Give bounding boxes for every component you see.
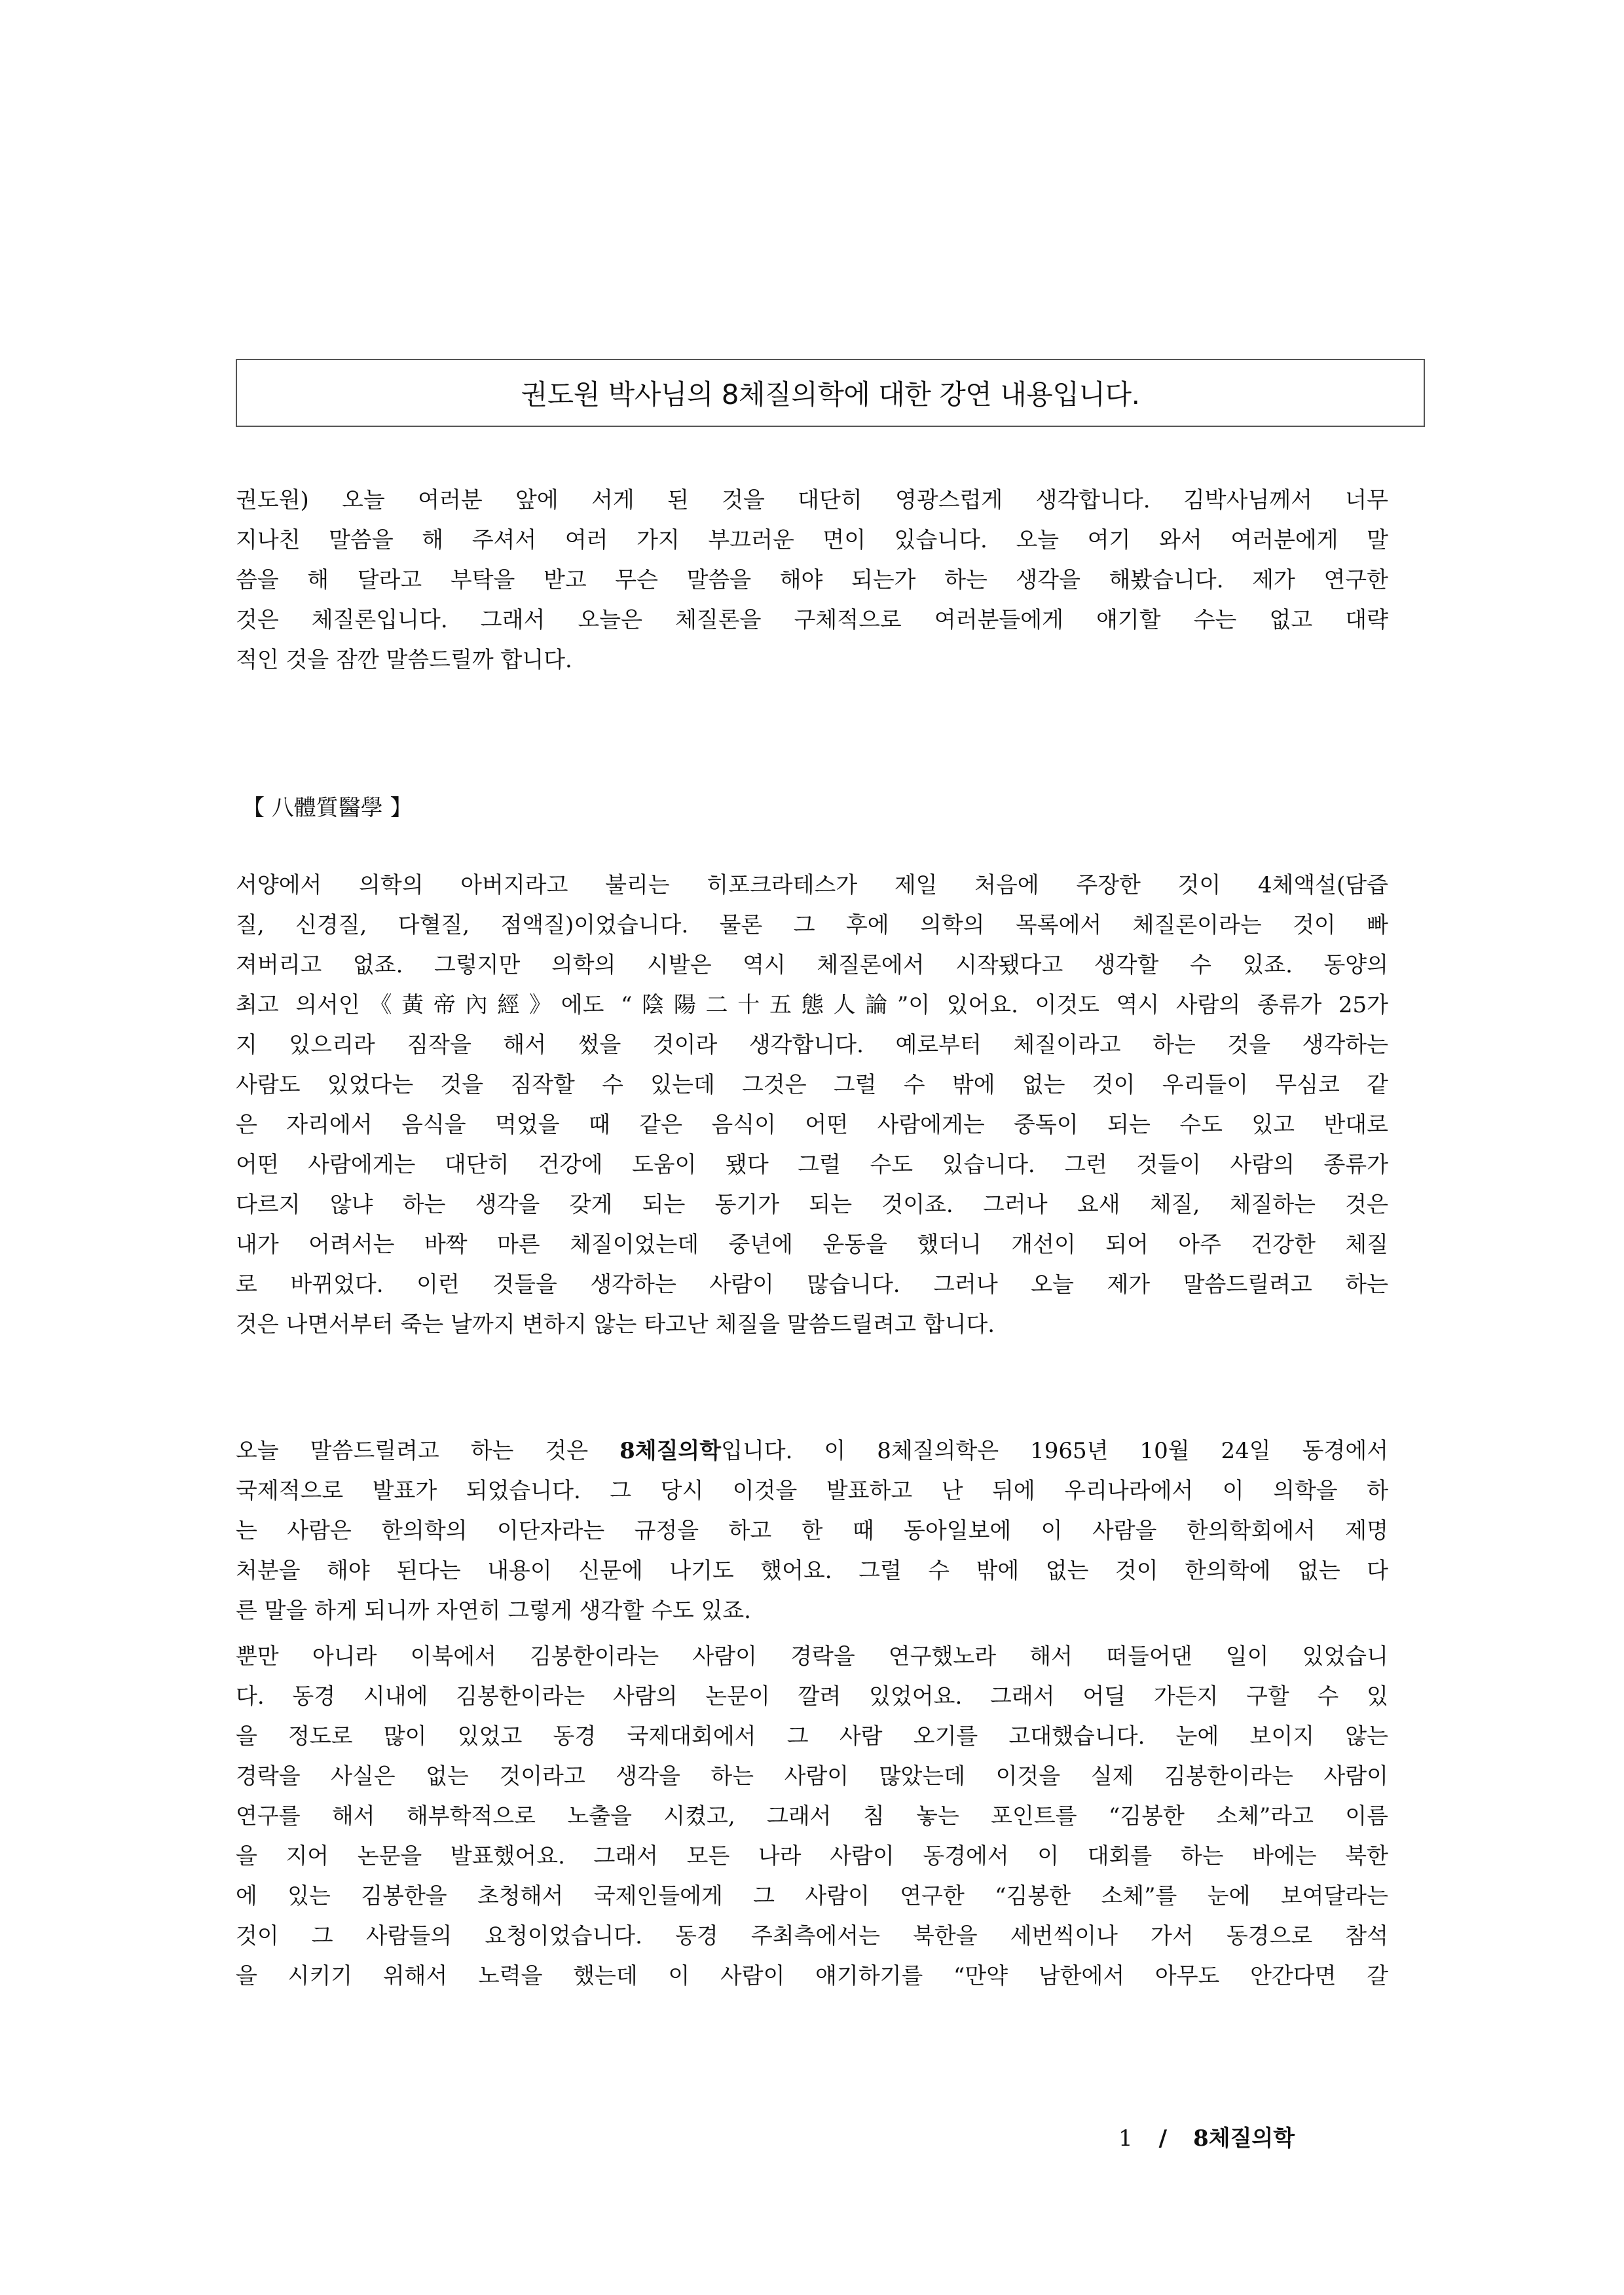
text-line: 씀을 해 달라고 부탁을 받고 무슨 말씀을 해야 되는가 하는 생각을 해봤습니다. 제가 연구한 <box>236 567 1388 593</box>
text-line: 로 바뀌었다. 이런 것들을 생각하는 사람이 많습니다. 그러나 오늘 제가 말씀드릴려고 하는 <box>236 1272 1388 1298</box>
section-heading: 【 八體質醫學 】 <box>242 795 413 821</box>
text-line: 어떤 사람에게는 대단히 건강에 도움이 됐다 그럴 수도 있습니다. 그런 것들이 사람의 종류가 <box>236 1152 1388 1178</box>
intro-paragraph <box>236 481 1388 680</box>
text-line: 지나친 말씀을 해 주셔서 여러 가지 부끄러운 면이 있습니다. 오늘 여기 와서 여러분에게 말 <box>236 527 1388 553</box>
text-line: 최고 의서인《黃帝內經》에도 “陰陽二十五態人論”이 있어요. 이것도 역시 사람의 종류가 25가 <box>236 992 1388 1018</box>
page-footer <box>1118 2123 1295 2154</box>
document-title: 권도원 박사님의 8체질의학에 대한 강연 내용입니다. <box>521 378 1140 411</box>
text-span: 입니다. 이 8체질의학은 1965년 10월 24일 동경에서 <box>721 1438 1389 1464</box>
page-number: 1 <box>1118 2125 1133 2152</box>
text-line: 지 있으리라 짐작을 해서 썼을 것이라 생각합니다. 예로부터 체질이라고 하는 것을 생각하는 <box>236 1032 1388 1058</box>
text-span: 오늘 말씀드릴려고 하는 것은 <box>236 1438 620 1464</box>
text-line: 것이 그 사람들의 요청이었습니다. 동경 주최측에서는 북한을 세번씩이나 가서 동경으로 참석 <box>236 1923 1388 1949</box>
text-line: 권도원) 오늘 여러분 앞에 서게 된 것을 대단히 영광스럽게 생각합니다. 김박사님께서 너무 <box>236 487 1388 513</box>
text-line: 에 있는 김봉한을 초청해서 국제인들에게 그 사람이 연구한 “김봉한 소체”를 눈에 보여달라는 <box>236 1883 1388 1909</box>
text-line: 뿐만 아니라 이북에서 김봉한이라는 사람이 경락을 연구했노라 해서 떠들어댄 일이 있었습니 <box>236 1643 1388 1670</box>
text-line: 연구를 해서 해부학적으로 노출을 시켰고, 그래서 침 놓는 포인트를 “김봉한 소체”라고 이름 <box>236 1803 1388 1829</box>
text-line: 것은 나면서부터 죽는 날까지 변하지 않는 타고난 체질을 말씀드릴려고 합니다. <box>236 1312 995 1338</box>
footer-doc-title: 8체질의학 <box>1193 2125 1295 2152</box>
bold-term: 8체질의학 <box>619 1438 722 1464</box>
text-line: 사람도 있었다는 것을 짐작할 수 있는데 그것은 그럴 수 밖에 없는 것이 우리들이 무심코 같 <box>236 1072 1388 1098</box>
text-line: 을 시키기 위해서 노력을 했는데 이 사람이 얘기하기를 “만약 남한에서 아무도 안간다면 갈 <box>236 1963 1388 1989</box>
text-line: 국제적으로 발표가 되었습니다. 그 당시 이것을 발표하고 난 뒤에 우리나라에서 이 의학을 하 <box>236 1478 1388 1504</box>
footer-separator: / <box>1158 2125 1168 2152</box>
text-line: 서양에서 의학의 아버지라고 불리는 히포크라테스가 제일 처음에 주장한 것이 4체액설(담즙 <box>236 872 1388 898</box>
text-line: 적인 것을 잠깐 말씀드릴까 합니다. <box>236 647 572 673</box>
text-line <box>236 1431 1388 1471</box>
text-line: 을 지어 논문을 발표했어요. 그래서 모든 나라 사람이 동경에서 이 대회를 하는 바에는 북한 <box>236 1843 1388 1869</box>
text-line: 은 자리에서 음식을 먹었을 때 같은 음식이 어떤 사람에게는 중독이 되는 수도 있고 반대로 <box>236 1112 1388 1138</box>
text-line: 져버리고 없죠. 그렇지만 의학의 시발은 역시 체질론에서 시작됐다고 생각할 수 있죠. 동양의 <box>236 952 1388 978</box>
text-line: 다. 동경 시내에 김봉한이라는 사람의 논문이 깔려 있었어요. 그래서 어딜 가든지 구할 수 있 <box>236 1683 1388 1710</box>
text-line: 른 말을 하게 되니까 자연히 그렇게 생각할 수도 있죠. <box>236 1598 751 1624</box>
text-line: 다르지 않냐 하는 생각을 갖게 되는 동기가 되는 것이죠. 그러나 요새 체질, 체질하는 것은 <box>236 1192 1388 1218</box>
text-line: 경락을 사실은 없는 것이라고 생각을 하는 사람이 많았는데 이것을 실제 김봉한이라는 사람이 <box>236 1763 1388 1790</box>
text-line: 질, 신경질, 다혈질, 점액질)이었습니다. 물론 그 후에 의학의 목록에서 체질론이라는 것이 빠 <box>236 912 1388 938</box>
text-line: 것은 체질론입니다. 그래서 오늘은 체질론을 구체적으로 여러분들에게 얘기할 수는 없고 대략 <box>236 607 1388 633</box>
paragraph-eight-constitution <box>236 1431 1388 1631</box>
paragraph-kim-bonghan <box>236 1637 1388 1996</box>
paragraph-constitution-history <box>236 866 1388 1345</box>
text-line: 을 정도로 많이 있었고 동경 국제대회에서 그 사람 오기를 고대했습니다. 눈에 보이지 않는 <box>236 1723 1388 1750</box>
text-line: 는 사람은 한의학의 이단자라는 규정을 하고 한 때 동아일보에 이 사람을 한의학회에서 제명 <box>236 1518 1388 1544</box>
text-line: 내가 어려서는 바짝 마른 체질이었는데 중년에 운동을 했더니 개선이 되어 아주 건강한 체질 <box>236 1232 1388 1258</box>
text-line: 처분을 해야 된다는 내용이 신문에 나기도 했어요. 그럴 수 밖에 없는 것이 한의학에 없는 다 <box>236 1558 1388 1584</box>
title-box <box>236 359 1425 427</box>
